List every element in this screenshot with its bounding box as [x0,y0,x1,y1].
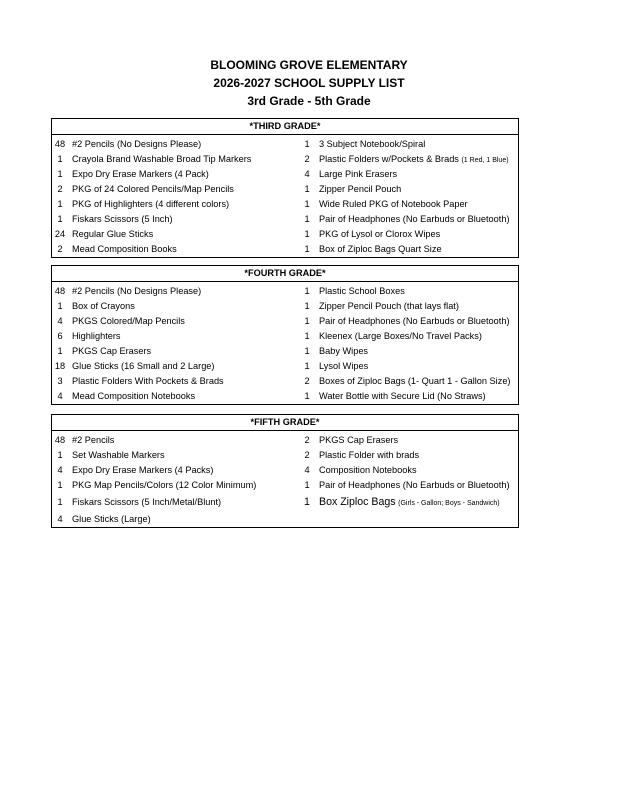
item-name: Plastic Folder with brads [319,450,420,460]
item-quantity: 4 [57,391,63,401]
item-name: Plastic School Boxes [319,286,405,296]
item-name: Expo Dry Erase Markers (4 Packs) [72,465,214,475]
item-quantity: 4 [57,514,63,524]
item-name: Box Ziploc Bags [319,496,396,508]
list-row [52,242,518,257]
item-quantity: 1 [57,301,63,311]
item-quantity: 1 [304,214,310,224]
section-title: *FIFTH GRADE* [52,415,518,431]
list-row [52,152,518,167]
item-quantity: 1 [57,450,63,460]
item-quantity: 4 [57,465,63,475]
item-name: PKG of Highlighters (4 different colors) [72,199,230,209]
list-row [52,137,518,152]
item-quantity: 1 [304,301,310,311]
item-quantity: 48 [54,139,66,149]
item-quantity: 1 [304,229,310,239]
item-name: Box of Ziploc Bags Quart Size [319,244,442,254]
section-title: *THIRD GRADE* [52,119,518,135]
item-quantity: 1 [304,286,310,296]
list-row [52,478,518,493]
item-quantity: 2 [304,435,310,445]
list-row [52,284,518,299]
item-quantity: 4 [304,169,310,179]
item-quantity: 2 [304,154,310,164]
section-title: *FOURTH GRADE* [52,266,518,282]
item-name: Zipper Pencil Pouch [319,184,402,194]
list-row [52,299,518,314]
item-quantity: 1 [304,480,310,490]
item-name: #2 Pencils (No Designs Please) [72,286,202,296]
item-name: PKGS Cap Erasers [319,435,399,445]
item-quantity: 48 [54,286,66,296]
list-row [52,344,518,359]
item-name: Mead Composition Books [72,244,177,254]
item-name: Baby Wipes [319,346,369,356]
item-name: #2 Pencils [72,435,115,445]
item-name: Regular Glue Sticks [72,229,154,239]
item-name: PKG of Lysol or Clorox Wipes [319,229,441,239]
item-name: 3 Subject Notebook/Spiral [319,139,426,149]
item-quantity: 2 [304,376,310,386]
item-quantity: 1 [57,480,63,490]
list-row [52,463,518,478]
item-name: Wide Ruled PKG of Notebook Paper [319,199,468,209]
item-name: Glue Sticks (16 Small and 2 Large) [72,361,215,371]
item-quantity: 1 [57,346,63,356]
fifth-grade-section [51,414,519,528]
item-name: Water Bottle with Secure Lid (No Straws) [319,391,486,401]
list-title: 2026-2027 SCHOOL SUPPLY LIST [213,76,405,90]
item-quantity: 1 [304,199,310,209]
list-row [52,448,518,463]
item-name: Lysol Wipes [319,361,369,371]
item-quantity: 1 [304,391,310,401]
list-row [52,227,518,242]
item-name: Large Pink Erasers [319,169,398,179]
item-quantity: 4 [304,465,310,475]
list-row [52,329,518,344]
item-name: Boxes of Ziploc Bags (1- Quart 1 - Gallon Size) [319,376,511,386]
third-grade-section [51,118,519,258]
item-name: Pair of Headphones (No Earbuds or Bluetooth) [319,480,510,490]
item-name: Fiskars Scissors (5 Inch) [72,214,173,224]
list-row [52,314,518,329]
item-quantity: 2 [57,184,63,194]
item-name: PKGS Cap Erasers [72,346,152,356]
list-row [52,359,518,374]
item-name: Expo Dry Erase Markers (4 Pack) [72,169,209,179]
list-row [52,374,518,389]
list-row [52,493,518,512]
item-name: Plastic Folders w/Pockets & Brads [319,154,459,164]
item-name: Kleenex (Large Boxes/No Travel Packs) [319,331,482,341]
item-name: Fiskars Scissors (5 Inch/Metal/Blunt) [72,497,222,507]
item-quantity: 2 [57,244,63,254]
item-name: Plastic Folders With Pockets & Brads [72,376,224,386]
item-name: PKG of 24 Colored Pencils/Map Pencils [72,184,234,194]
item-quantity: 18 [54,361,66,371]
grade-range: 3rd Grade - 5th Grade [247,94,371,108]
item-quantity: 1 [304,316,310,326]
item-name: PKG Map Pencils/Colors (12 Color Minimum) [72,480,257,490]
item-quantity: 24 [54,229,66,239]
item-name: Crayola Brand Washable Broad Tip Markers [72,154,252,164]
list-row [52,212,518,227]
item-quantity: 2 [304,450,310,460]
item-quantity: 48 [54,435,66,445]
school-name: BLOOMING GROVE ELEMENTARY [210,58,408,72]
item-quantity: 1 [57,169,63,179]
item-quantity: 1 [304,346,310,356]
item-quantity: 4 [57,316,63,326]
list-row [52,167,518,182]
item-name: Pair of Headphones (No Earbuds or Bluetooth) [319,316,510,326]
item-quantity: 1 [304,184,310,194]
item-quantity: 1 [57,214,63,224]
item-quantity: 1 [57,497,63,507]
item-quantity: 1 [304,244,310,254]
list-row [52,182,518,197]
item-name: Composition Notebooks [319,465,417,475]
item-name: Glue Sticks (Large) [72,514,151,524]
item-quantity: 3 [57,376,63,386]
fourth-grade-section [51,265,519,405]
list-row [52,197,518,212]
item-quantity: 1 [57,154,63,164]
item-name: PKGS Colored/Map Pencils [72,316,185,326]
item-name: Highlighters [72,331,121,341]
item-quantity: 6 [57,331,63,341]
item-name: #2 Pencils (No Designs Please) [72,139,202,149]
item-note: (1 Red, 1 Blue) [461,157,509,164]
list-row [52,389,518,404]
item-name: Mead Composition Notebooks [72,391,196,401]
item-name: Box of Crayons [72,301,135,311]
item-quantity: 1 [304,496,310,508]
item-name: Zipper Pencil Pouch (that lays flat) [319,301,459,311]
item-quantity: 1 [57,199,63,209]
item-note: (Girls - Gallon; Boys - Sandwich) [398,500,500,507]
item-name: Pair of Headphones (No Earbuds or Bluetooth) [319,214,510,224]
list-row [52,433,518,448]
document-header [0,56,618,110]
item-quantity: 1 [304,331,310,341]
list-row [52,512,518,527]
item-quantity: 1 [304,361,310,371]
item-quantity: 1 [304,139,310,149]
item-name: Set Washable Markers [72,450,165,460]
